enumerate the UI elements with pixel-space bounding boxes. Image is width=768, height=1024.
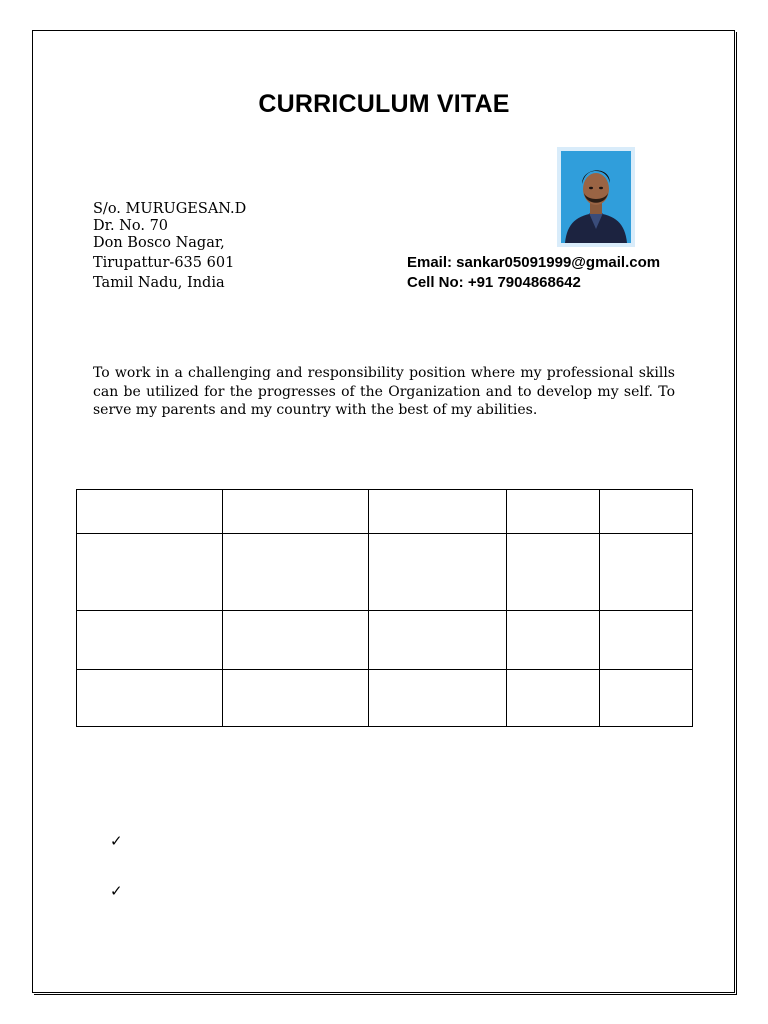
table-cell <box>600 534 693 611</box>
table-cell <box>507 490 600 534</box>
table-row <box>77 670 693 727</box>
table-cell <box>222 534 368 611</box>
table-cell <box>507 534 600 611</box>
email-text: Email: sankar05091999@gmail.com <box>407 254 661 271</box>
career-objective: To work in a challenging and responsibility position where my professional skills can be utilized for the progresses of the Organization and to develop my self. To serve my parents and my country with the best of my abilities. <box>93 365 675 418</box>
table-cell <box>77 534 223 611</box>
table-cell <box>368 670 507 727</box>
table-cell <box>368 534 507 611</box>
table-row <box>77 534 693 611</box>
person-photo-icon <box>561 151 631 243</box>
education-table <box>76 489 693 727</box>
table-cell <box>77 490 223 534</box>
page-title: CURRICULUM VITAE <box>258 90 510 118</box>
contact-block <box>407 253 660 293</box>
checkmark-icon: ✓ <box>110 882 123 900</box>
address-line-city: Tirupattur-635 601 <box>93 255 235 271</box>
address-line-father: S/o. MURUGESAN.D <box>93 201 247 217</box>
table-cell <box>222 490 368 534</box>
table-cell <box>77 670 223 727</box>
table-cell <box>600 611 693 670</box>
table-cell <box>368 490 507 534</box>
table-cell <box>222 611 368 670</box>
profile-photo <box>557 147 635 247</box>
table-row <box>77 490 693 534</box>
address-line-street: Don Bosco Nagar, <box>93 235 225 251</box>
table-cell <box>77 611 223 670</box>
cell-number-text: Cell No: +91 7904868642 <box>407 274 581 291</box>
checklist <box>110 831 123 931</box>
table-row <box>77 611 693 670</box>
list-item <box>110 831 123 881</box>
table-cell <box>507 670 600 727</box>
address-block <box>93 201 246 292</box>
table-cell <box>507 611 600 670</box>
list-item <box>110 881 123 931</box>
table-cell <box>600 490 693 534</box>
address-line-state: Tamil Nadu, India <box>93 275 225 291</box>
table-cell <box>222 670 368 727</box>
checkmark-icon: ✓ <box>110 832 123 850</box>
address-line-door: Dr. No. 70 <box>93 218 169 234</box>
table-cell <box>600 670 693 727</box>
table-cell <box>368 611 507 670</box>
